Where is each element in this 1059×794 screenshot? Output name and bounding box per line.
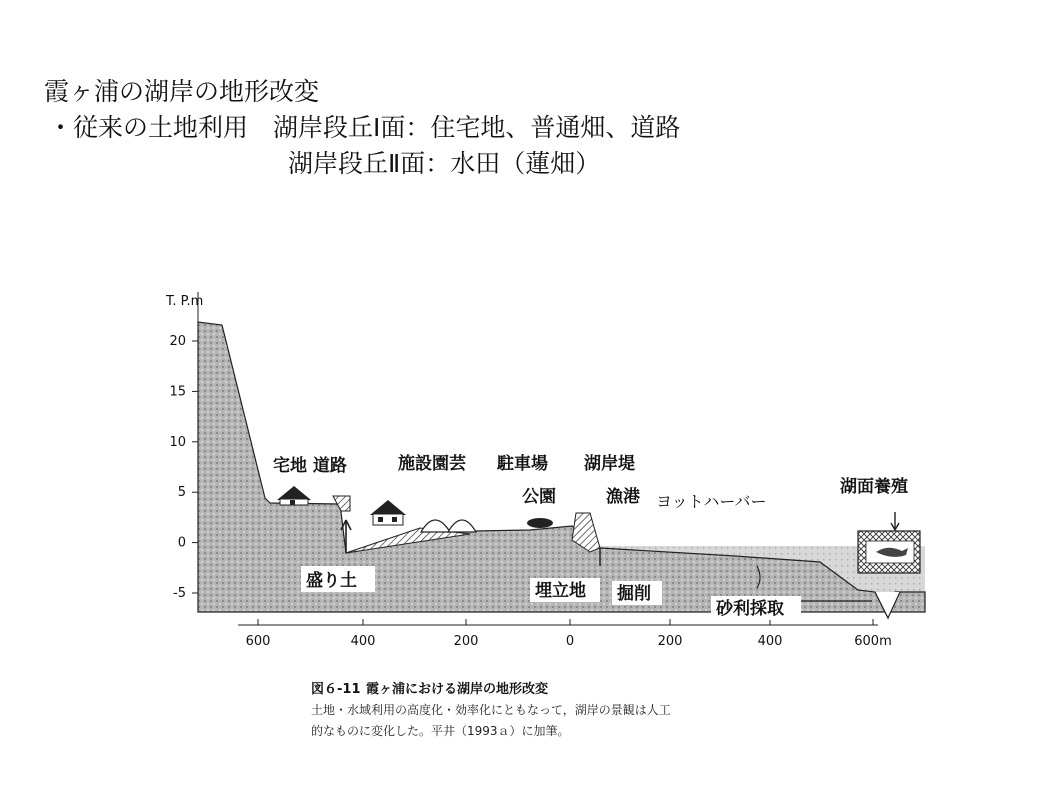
caption-line-1: 土地・水域利用の高度化・効率化にともなって，湖岸の景観は人工 <box>311 703 671 717</box>
x-tick-label: 600m <box>854 634 892 649</box>
label-gravel-extraction: 砂利採取 <box>716 599 784 619</box>
x-tick-label: 400 <box>757 634 783 649</box>
y-tick-label: 20 <box>169 334 186 349</box>
label-fill-earth: 盛り土 <box>306 571 357 591</box>
y-tick-label: 0 <box>177 535 186 551</box>
caption-line-2: 的なものに変化した。平井（1993ａ）に加筆。 <box>311 724 570 738</box>
label-residence-road: 宅地 道路 <box>273 456 347 476</box>
label-dredging: 掘削 <box>617 584 651 604</box>
x-axis <box>238 619 892 649</box>
label-lake-aquaculture: 湖面養殖 <box>840 477 908 497</box>
y-tick-label: -5 <box>173 586 186 601</box>
land-use-line-1: ・従来の土地利用 湖岸段丘Ⅰ面：住宅地、普通畑、道路 <box>48 113 681 142</box>
x-tick-label: 0 <box>565 634 575 649</box>
x-tick-label: 200 <box>657 634 683 649</box>
y-axis-unit: T. P.m <box>166 294 204 309</box>
x-tick-label: 200 <box>453 634 479 649</box>
label-parking: 駐車場 <box>497 454 548 474</box>
label-park: 公園 <box>522 487 556 507</box>
y-tick-label: 5 <box>177 485 186 501</box>
label-reclaimed-land: 埋立地 <box>535 581 586 601</box>
x-tick-label: 400 <box>350 634 376 649</box>
label-yacht-harbor: ヨットハーバー <box>656 492 767 511</box>
caption-title: 霞ヶ浦における湖岸の地形改変 <box>366 682 549 697</box>
y-tick-label: 15 <box>169 384 186 400</box>
label-greenhouse-horticulture: 施設園芸 <box>398 454 466 474</box>
label-lakeshore-levee: 湖岸堤 <box>584 454 635 474</box>
x-tick-label: 600 <box>245 634 271 649</box>
land-use-line-2: 湖岸段丘Ⅱ面：水田（蓮畑） <box>288 149 601 178</box>
caption-number: 図６-11 <box>311 682 361 697</box>
slide-title: 霞ヶ浦の湖岸の地形改変 <box>44 77 320 106</box>
car-icon <box>527 518 553 528</box>
y-tick-label: 10 <box>169 434 186 450</box>
y-axis <box>165 292 203 612</box>
label-fishing-port: 漁港 <box>606 487 640 507</box>
